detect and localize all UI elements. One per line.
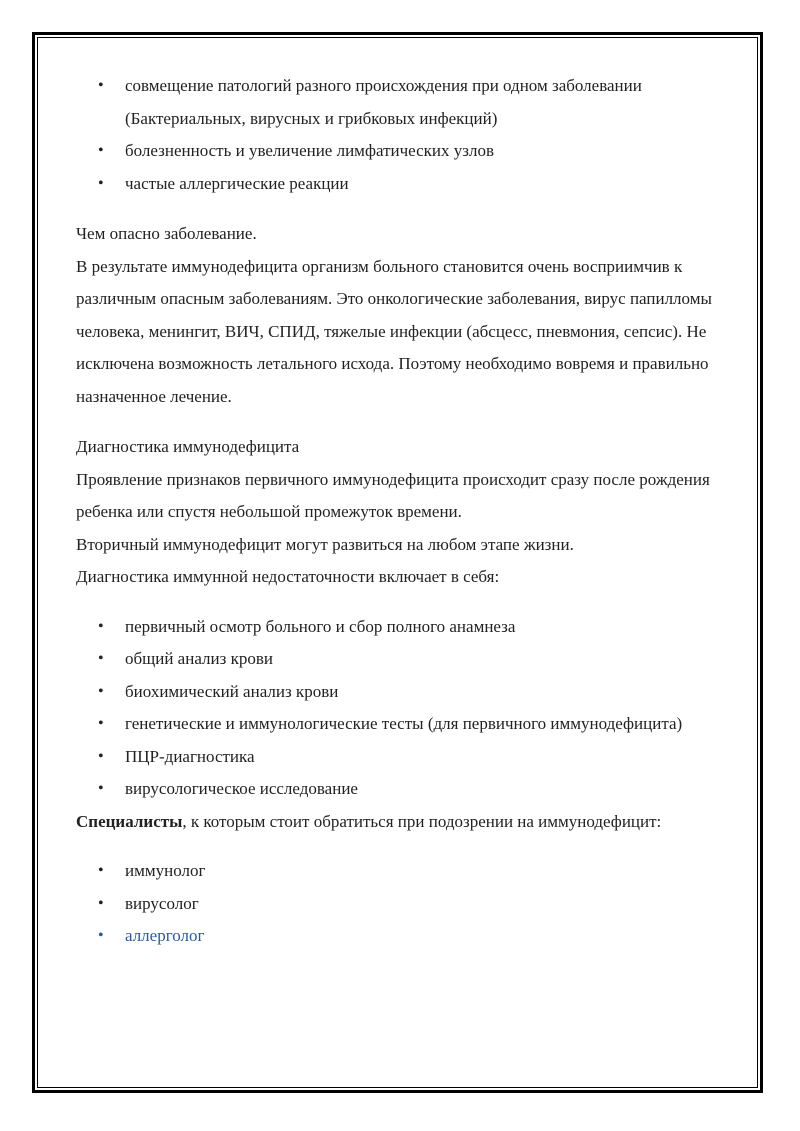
bullet-icon: •: [98, 894, 104, 912]
diagnostics-heading: Диагностика иммунодефицита: [76, 437, 300, 456]
list-item: [76, 676, 736, 709]
list-item-text: общий анализ крови: [125, 649, 273, 668]
list-item: [76, 611, 736, 644]
list-item-text: биохимический анализ крови: [125, 681, 339, 701]
danger-paragraph: В результате иммунодефицита организм больного становится очень восприимчив к различным опасным заболеваниям. Это онкологические заболевания, вирус папилломы человека, менингит, ВИЧ, СПИД, тяжелые инфекции (абсцесс, пневмония, сепсис). Не исключена возможность летального исхода. Поэтому необходимо вовремя и правильно назначенное лечение.: [76, 256, 712, 406]
bullet-icon: •: [98, 862, 104, 879]
list-item-text: первичный осмотр больного и сбор полного анамнеза: [125, 616, 516, 636]
list-item-text: иммунолог: [125, 861, 206, 880]
list-item-text: генетические и иммунологические тесты (для первичного иммунодефицита): [125, 714, 683, 733]
symptoms-list: [76, 70, 736, 200]
specialists-paragraph: [76, 806, 736, 839]
bullet-icon: •: [98, 77, 104, 94]
bullet-icon: •: [98, 142, 104, 159]
list-item-text: частые аллергические реакции: [125, 173, 349, 193]
list-item: [76, 70, 736, 135]
specialists-bold: Специалисты: [76, 811, 183, 831]
diagnostics-paragraph-3: Диагностика иммунной недостаточности включает в себя:: [76, 567, 500, 586]
bullet-icon: •: [98, 650, 104, 667]
diagnostics-paragraph-2: Вторичный иммунодефицит могут развиться на любом этапе жизни.: [76, 534, 574, 554]
list-item: [76, 643, 736, 676]
bullet-icon: •: [98, 682, 104, 700]
list-item: [76, 708, 736, 741]
diagnostics-list: [76, 611, 736, 806]
bullet-icon: •: [98, 174, 104, 192]
bullet-icon: •: [98, 780, 104, 797]
bullet-icon: •: [98, 617, 104, 635]
bullet-icon: •: [98, 927, 104, 944]
bullet-icon: •: [98, 747, 104, 765]
specialists-list: [76, 855, 736, 953]
danger-heading: Чем опасно заболевание.: [76, 224, 257, 243]
list-item: [76, 135, 736, 168]
list-item-text: вирусолог: [125, 893, 199, 913]
list-item-text: ПЦР-диагностика: [125, 746, 255, 766]
diagnostics-paragraph-1: Проявление признаков первичного иммунодефицита происходит сразу после рождения ребенка или спустя небольшой промежуток времени.: [76, 469, 710, 521]
document-body: [76, 70, 736, 953]
list-item: [76, 168, 736, 201]
list-item: [76, 741, 736, 774]
list-item-text: совмещение патологий разного происхождения при одном заболевании (Бактериальных, вирусных и грибковых инфекций): [125, 76, 642, 128]
specialists-rest: , к которым стоит обратиться при подозрении на иммунодефицит:: [182, 811, 662, 831]
list-item-text: болезненность и увеличение лимфатических узлов: [125, 141, 494, 160]
list-item-text: вирусологическое исследование: [125, 779, 358, 798]
allergist-link[interactable]: аллерголог: [125, 926, 205, 945]
list-item: [76, 888, 736, 921]
list-item: [76, 855, 736, 888]
list-item-link[interactable]: [76, 920, 736, 953]
list-item: [76, 773, 736, 806]
bullet-icon: •: [98, 715, 104, 732]
